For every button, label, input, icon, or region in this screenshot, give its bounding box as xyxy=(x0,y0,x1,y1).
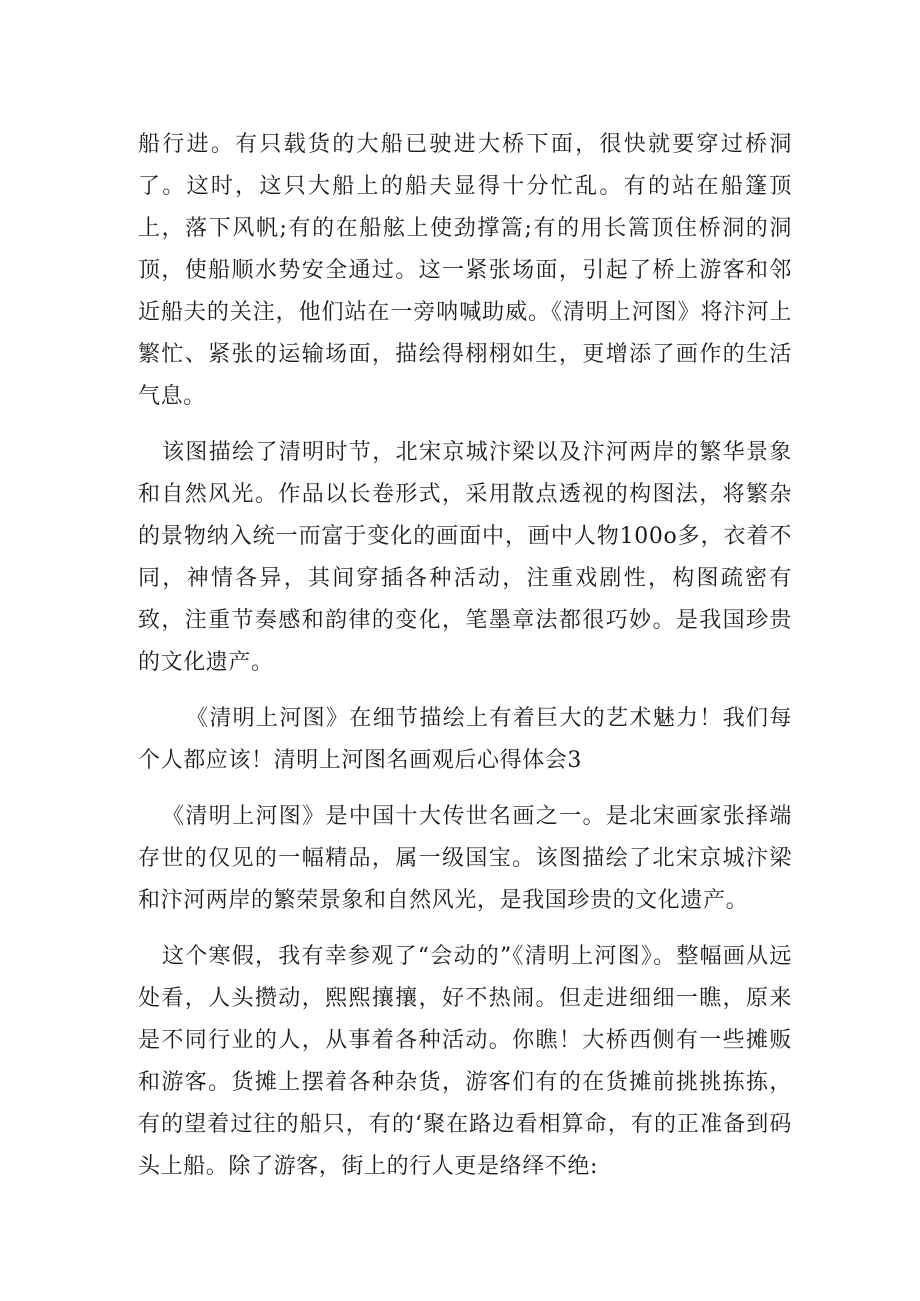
paragraph-boat-scene: 船行进。有只载货的大船已驶进大桥下面，很快就要穿过桥洞了。这时，这只大船上的船夫显得十分忙乱。有的站在船篷顶上，落下风帆;有的在船舷上使劲撑篙;有的用长篙顶住桥洞的洞顶，使船顺水势安全通过。这一紧张场面，引起了桥上游客和邻近船夫的关注，他们站在一旁呐喊助威。《清明上河图》将汴河上繁忙、紧张的运输场面，描绘得栩栩如生，更增添了画作的生活气息。 xyxy=(138,132,792,409)
paragraph-painting-description: 该图描绘了清明时节，北宋京城汴梁以及汴河两岸的繁华景象和自然风光。作品以长卷形式，采用散点透视的构图法，将繁杂的景物纳入统一而富于变化的画面中，画中人物100o多，衣着不同，神情各异，其间穿插各种活动，注重戏剧性，构图疏密有致，注重节奏感和韵律的变化，笔墨章法都很巧妙。是我国珍贵的文化遗产。 xyxy=(138,440,792,675)
paragraph-winter-visit: 这个寒假，我有幸参观了“会动的”《清明上河图》。整幅画从远处看，人头攒动，熙熙攘攘，好不热闹。但走进细细一瞧，原来是不同行业的人，从事着各种活动。你瞧！大桥西侧有一些摊贩和游客。货摊上摆着各种杂货，游客们有的在货摊前挑挑拣拣，有的望着过往的船只，有的‘聚在路边看相算命，有的正准备到码头上船。除了游客，街上的行人更是络绎不绝: xyxy=(138,944,792,1179)
paragraph-artistic-charm: 《清明上河图》在细节描绘上有着巨大的艺术魅力！我们每个人都应该！清明上河图名画观后心得体会3 xyxy=(138,706,792,773)
paragraph-famous-painting-intro: 《清明上河图》是中国十大传世名画之一。是北宋画家张择端存世的仅见的一幅精品，属一级国宝。该图描绘了北宋京城汴梁和汴河两岸的繁荣景象和自然风光，是我国珍贵的文化遗产。 xyxy=(138,804,792,913)
